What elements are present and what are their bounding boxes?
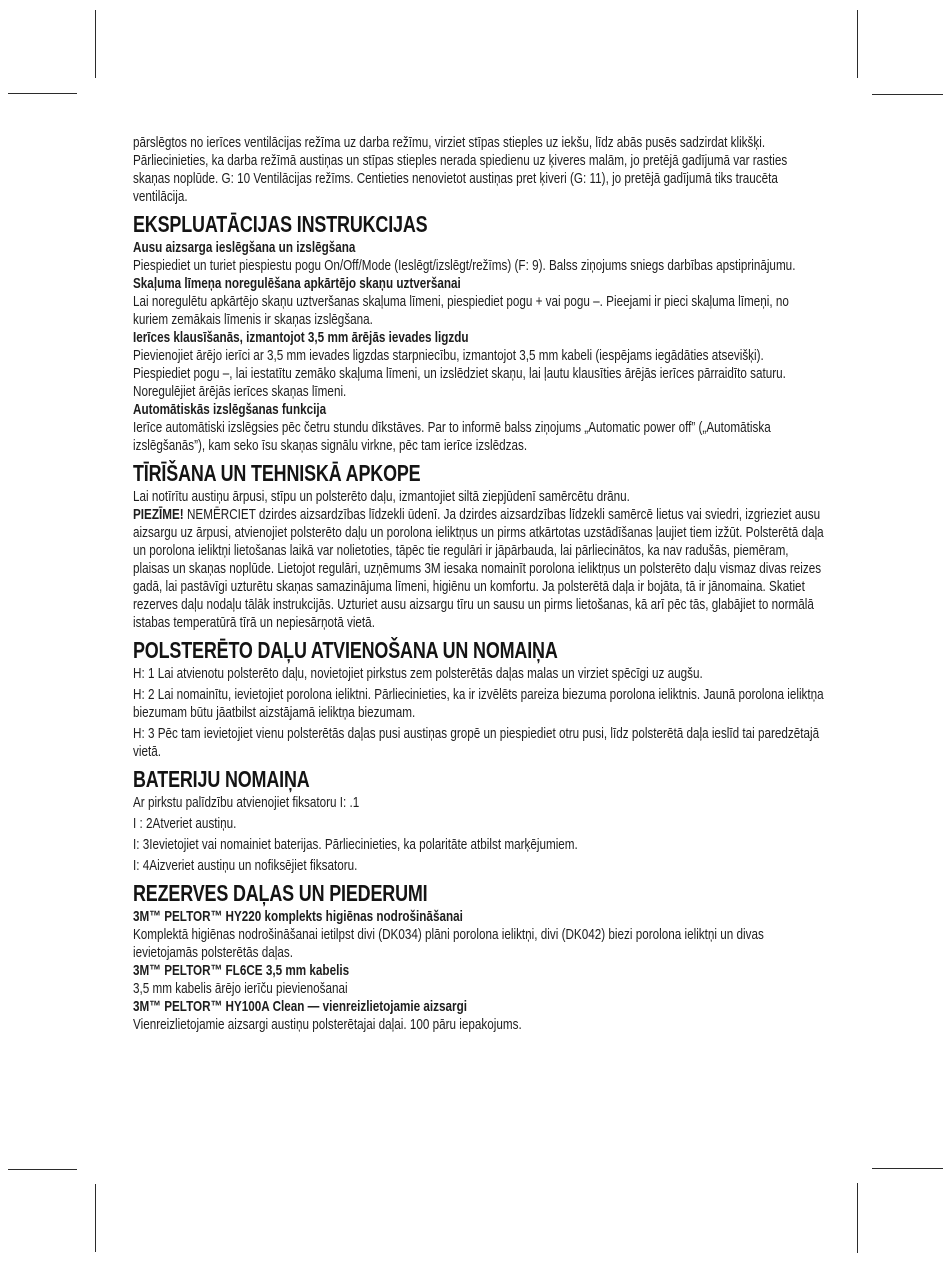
section-cushion-removal-replacement (133, 638, 824, 761)
crop-mark-top-right-vertical (857, 10, 858, 78)
crop-mark-top-left-vertical (95, 10, 96, 78)
section-title: EKSPLUATĀCIJAS INSTRUKCIJAS (133, 211, 428, 237)
section-operating-instructions (133, 212, 824, 455)
note-label: PIEZĪME! (133, 506, 184, 523)
subhead: Ausu aizsarga ieslēgšana un izslēgšana (133, 239, 356, 256)
paragraph: Lai noregulētu apkārtējo skaņu uztveršanas skaļuma līmeni, piespiediet pogu + vai pogu –. Pieejami ir pieci skaļuma līmeņi, no kuriem zemākais līmenis ir skaņas izslēgšana. (133, 293, 789, 328)
paragraph: I: 4Aizveriet austiņu un nofiksējiet fiksatoru. (133, 857, 358, 874)
page-content (133, 134, 824, 1034)
crop-mark-top-left-horizontal (8, 93, 77, 94)
paragraph: H: 3 Pēc tam ievietojiet vienu polsterētās daļas pusi austiņas gropē un piespiediet otru pusi, līdz polsterētā daļa ieslīd tai paredzētajā vietā. (133, 725, 820, 760)
paragraph: Komplektā higiēnas nodrošināšanai ietilpst divi (DK034) plāni porolona ieliktņi, divi (DK042) biezi porolona ieliktņi un divas ievietojamās polsterētās daļas. (133, 926, 764, 961)
paragraph: Piespiediet un turiet piespiestu pogu On/Off/Mode (Ieslēgt/izslēgt/režīms) (F: 9). Balss ziņojums sniegs darbības apstiprinājumu. (133, 257, 796, 274)
section-title: BATERIJU NOMAIŅA (133, 766, 310, 792)
crop-mark-bottom-left-vertical (95, 1184, 96, 1252)
subhead: 3M™ PELTOR™ HY220 komplekts higiēnas nodrošināšanai (133, 908, 463, 925)
section-cleaning-maintenance (133, 461, 824, 632)
crop-mark-bottom-left-horizontal (8, 1169, 77, 1170)
section-title: REZERVES DAĻAS UN PIEDERUMI (133, 880, 428, 906)
paragraph: Vienreizlietojamie aizsargi austiņu polsterētajai daļai. 100 pāru iepakojums. (133, 1016, 522, 1033)
paragraph (133, 506, 824, 632)
section-spare-parts-accessories (133, 881, 824, 1034)
paragraph: I: 3Ievietojiet vai nomainiet baterijas. Pārliecinieties, ka polaritāte atbilst marķējumiem. (133, 836, 578, 853)
section-battery-replacement (133, 767, 824, 875)
note-text: NEMĒRCIET dzirdes aizsardzības līdzekli ūdenī. Ja dzirdes aizsardzības līdzekli samērcē lietus vai sviedri, izgrieziet ausu aizsargu uz ārpusi, atvienojiet polsterēto daļu un porolona ieliktņus un pirms atkārtotas uzstādīšanas ļaujiet tiem izžūt. Polsterētā daļa un porolona ieliktņi lietošanas laikā var nolietoties, tāpēc tie regulāri ir jāpārbauda, lai pārliecinātos, ka nav radušās, piemēram, plaisas un skaņas noplūde. Lietojot regulāri, uzņēmums 3M iesaka nomainīt porolona ieliktņus un polsterēto daļu vismaz divas reizes gadā, lai pastāvīgi uzturētu skaņas samazinājuma līmeni, higiēnu un komfortu. Ja polsterētā daļa ir bojāta, tā ir jānomaina. Skatiet rezerves daļu nodaļu tālāk instrukcijās. Uzturiet ausu aizsargu tīru un sausu un pirms lietošanas, kā arī pēc tās, glabājiet to normālā istabas temperatūrā tīrā un nepiesārņotā vietā. (133, 506, 824, 631)
paragraph: H: 1 Lai atvienotu polsterēto daļu, novietojiet pirkstus zem polsterētās daļas malas un virziet spēcīgi uz augšu. (133, 665, 703, 682)
crop-mark-bottom-right-vertical (857, 1183, 858, 1253)
paragraph: Ierīce automātiski izslēgsies pēc četru stundu dīkstāves. Par to informē balss ziņojums „Automatic power off” („Automātiska izslēgšanās”), kam seko īsu skaņas signālu virkne, pēc tam ierīce izslēdzas. (133, 419, 771, 454)
crop-mark-bottom-right-horizontal (872, 1168, 943, 1169)
paragraph: H: 2 Lai nomainītu, ievietojiet porolona ieliktni. Pārliecinieties, ka ir izvēlēts pareiza biezuma porolona ieliktnis. Jaunā porolona ieliktņa biezumam būtu jāatbilst aizstājamā ieliktņa biezumam. (133, 686, 824, 721)
paragraph: Lai notīrītu austiņu ārpusi, stīpu un polsterēto daļu, izmantojiet siltā ziepjūdenī samērcētu drānu. (133, 488, 630, 505)
subhead: 3M™ PELTOR™ HY100A Clean — vienreizlietojamie aizsargi (133, 998, 467, 1015)
subhead: 3M™ PELTOR™ FL6CE 3,5 mm kabelis (133, 962, 350, 979)
paragraph: Pievienojiet ārējo ierīci ar 3,5 mm ievades ligzdas starpniecību, izmantojot 3,5 mm kabeli (iespējams iegādāties atsevišķi). Piespiediet pogu –, lai iestatītu zemāko skaļuma līmeni, un izslēdziet skaņu, lai ļautu klausīties ārējās ierīces pārraidīto saturu. Noregulējiet ārējās ierīces skaņas līmeni. (133, 347, 786, 400)
intro-paragraph: pārslēgtos no ierīces ventilācijas režīma uz darba režīmu, virziet stīpas stieples uz iekšu, līdz abās pusēs sadzirdat klikšķi. Pārliecinieties, ka darba režīmā austiņas un stīpas stieples nerada spiedienu uz ķiveres malām, jo pretējā gadījumā var rasties skaņas noplūde. G: 10 Ventilācijas režīms. Centieties nenovietot austiņas pret ķiveri (G: 11), jo pretējā gadījumā tiks traucēta ventilācija. (133, 134, 788, 205)
paragraph: Ar pirkstu palīdzību atvienojiet fiksatoru I: .1 (133, 794, 360, 811)
subhead: Skaļuma līmeņa noregulēšana apkārtējo skaņu uztveršanai (133, 275, 461, 292)
subhead: Automātiskās izslēgšanas funkcija (133, 401, 327, 418)
paragraph: I : 2Atveriet austiņu. (133, 815, 237, 832)
section-title: TĪRĪŠANA UN TEHNISKĀ APKOPE (133, 460, 421, 486)
crop-mark-top-right-horizontal (872, 94, 943, 95)
paragraph: 3,5 mm kabelis ārējo ierīču pievienošanai (133, 980, 348, 997)
subhead: Ierīces klausīšanās, izmantojot 3,5 mm ārējās ievades ligzdu (133, 329, 469, 346)
section-title: POLSTERĒTO DAĻU ATVIENOŠANA UN NOMAIŅA (133, 637, 558, 663)
